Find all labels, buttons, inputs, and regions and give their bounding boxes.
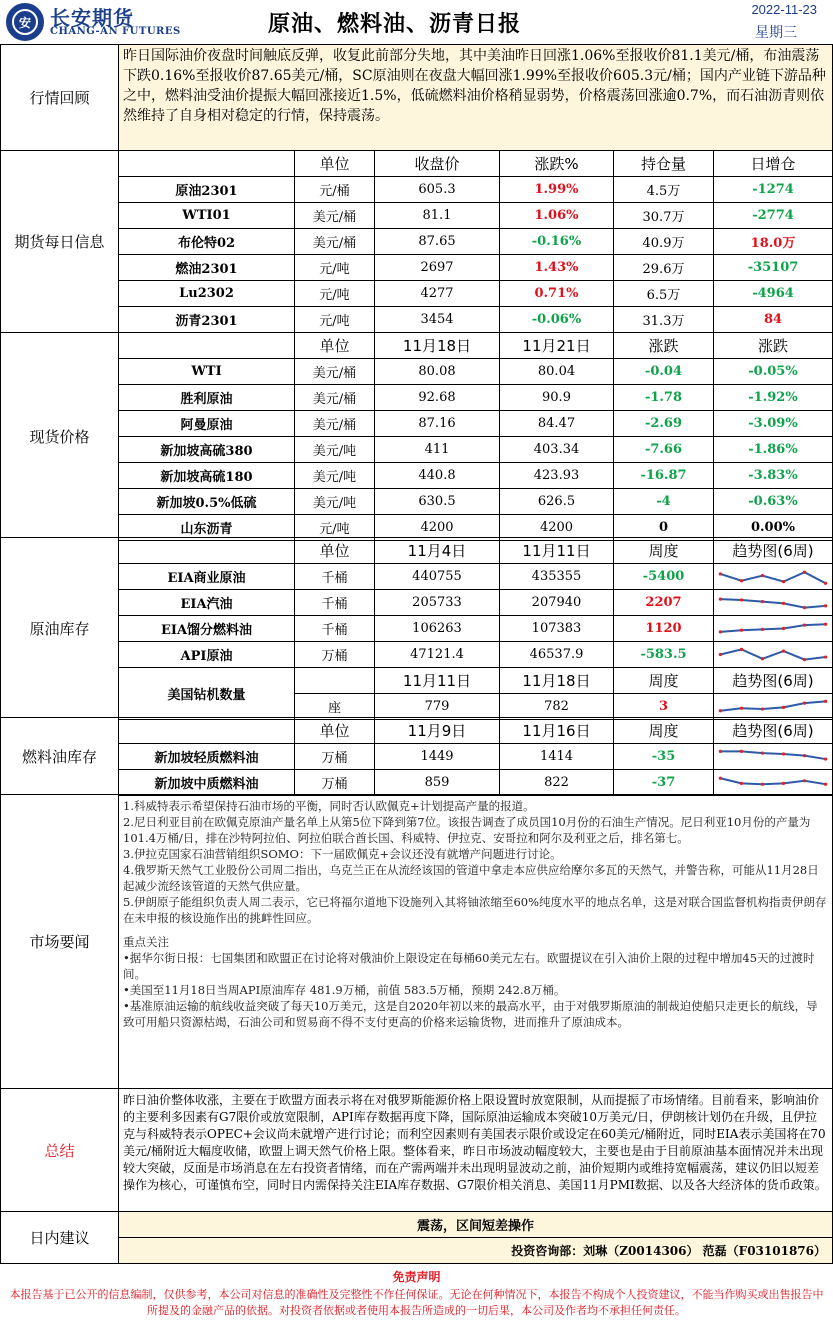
review-table <box>0 44 833 151</box>
change-pct: -0.06% <box>500 307 614 333</box>
brand-name: 长安期货 <box>50 6 134 30</box>
news-item: 3.伊拉克国家石油营销组织SOMO：下一届欧佩克+会议还没有就增产问题进行讨论。 <box>123 847 562 861</box>
price-curr: 403.34 <box>500 437 614 463</box>
futures-row <box>1 255 833 281</box>
sparkline-point <box>824 783 827 786</box>
crude-header: 单位 <box>295 538 375 564</box>
sparkline-line <box>720 751 825 759</box>
value-prev: 779 <box>375 694 500 720</box>
value-curr: 822 <box>500 770 614 796</box>
unit: 美元/桶 <box>295 385 375 411</box>
fuel-inv-label: 燃料油库存 <box>1 718 119 796</box>
inv-name: EIA汽油 <box>119 590 295 616</box>
advice-table <box>0 1211 833 1264</box>
sparkline-point <box>740 579 743 582</box>
sparkline-point <box>782 650 785 653</box>
company-logo <box>6 3 44 41</box>
sparkline-point <box>761 628 764 631</box>
sparkline-chart <box>714 616 832 641</box>
unit: 元/吨 <box>295 255 375 281</box>
crude-inv-row <box>1 616 833 642</box>
futures-row <box>1 229 833 255</box>
spot-row <box>1 411 833 437</box>
sparkline-point <box>782 627 785 630</box>
sparkline-point <box>719 598 722 601</box>
rig-header: 11月11日 <box>375 668 500 694</box>
value-prev: 205733 <box>375 590 500 616</box>
sparkline-point <box>761 707 764 710</box>
unit: 千桶 <box>295 564 375 590</box>
sparkline-point <box>740 750 743 753</box>
news-item: 4.俄罗斯天然气工业股份公司周二指出，乌克兰正在从流经该国的管道中拿走本应供应给摩尔多瓦的天然气，并警告称，可能从11月28日起减少流经该管道的天然气供应量。 <box>123 863 819 893</box>
spot-name: 新加坡高硫180 <box>119 463 295 489</box>
unit: 美元/桶 <box>295 411 375 437</box>
sparkline-point <box>803 754 806 757</box>
sparkline-point <box>782 782 785 785</box>
change-pct: -3.83% <box>714 463 833 489</box>
fuel-header: 周度 <box>614 718 714 744</box>
sparkline-point <box>719 653 722 656</box>
price-curr: 626.5 <box>500 489 614 515</box>
spot-header-blank <box>119 333 295 359</box>
fuel-header: 11月9日 <box>375 718 500 744</box>
spot-price-table <box>0 332 833 541</box>
sparkline-chart <box>714 694 832 719</box>
sparkline-line <box>720 778 825 784</box>
futures-header-blank <box>119 151 295 177</box>
news-item: 1.科威特表示希望保持石油市场的平衡，同时否认欧佩克+计划提高产量的报道。 <box>123 799 535 813</box>
summary-text: 昨日油价整体收涨，主要在于欧盟方面表示将在对俄罗斯能源价格上限设置时放宽限制，从而提振了市场情绪。目前看来，影响油价的主要利多因素有G7限价或放宽限制，API库存数据再度下降，国际原油运输成本突破10万美元/日，伊朗核计划仍在升级，且伊拉克与科威特表示OPEC+会议尚未就增产进行讨论；而利空因素则有美国表示限价或设定在60美元/桶附近，同时EIA表示美国将在70美元/桶附近大幅度收储，欧盟上调天然气价格上限。整体看来，昨日市场波动幅度较大，主要也是由于目前原油基本面情况并未出现较大突破，反面是市场消息在左右投资者情绪，而在产需两端并未出现明显波动之前，油价短期内或维持宽幅震荡，建议仍旧以短差操作为核心，可谨慎布空，同时日内需保持关注EIA库存数据、G7限价相关消息、美国11月PMI数据、以及各大经济体的货币政策。 <box>119 1089 833 1212</box>
change-abs: -2.69 <box>614 411 714 437</box>
summary-table <box>0 1088 833 1212</box>
trend-sparkline <box>714 590 833 616</box>
crude-header: 趋势图(6周) <box>714 538 833 564</box>
sparkline-point <box>740 598 743 601</box>
sparkline-point <box>761 600 764 603</box>
contract-name: 布伦特02 <box>119 229 295 255</box>
trend-sparkline <box>714 770 833 796</box>
sparkline-point <box>803 702 806 705</box>
sparkline-point <box>803 624 806 627</box>
unit: 美元/桶 <box>295 229 375 255</box>
value-prev: 440755 <box>375 564 500 590</box>
logo-glyph-icon: 安 <box>12 9 38 35</box>
sparkline-chart <box>714 770 832 795</box>
sparkline-point <box>761 752 764 755</box>
change-pct: -0.05% <box>714 359 833 385</box>
unit: 美元/吨 <box>295 463 375 489</box>
contract-name: Lu2302 <box>119 281 295 307</box>
news-label: 市场要闻 <box>1 795 119 1089</box>
open-interest: 6.5万 <box>614 281 714 307</box>
report-header <box>0 0 833 45</box>
futures-header: 单位 <box>295 151 375 177</box>
unit: 万桶 <box>295 770 375 796</box>
price-prev: 80.08 <box>375 359 500 385</box>
sparkline-line <box>720 701 825 710</box>
sparkline-point <box>740 629 743 632</box>
futures-header: 涨跌% <box>500 151 614 177</box>
report-weekday: 星期三 <box>755 25 797 41</box>
crude-inventory-table <box>0 537 833 720</box>
price-prev: 411 <box>375 437 500 463</box>
fuel-inventory-table <box>0 717 833 796</box>
summary-label: 总结 <box>1 1089 119 1212</box>
change-pct: -1.92% <box>714 385 833 411</box>
contract-name: WTI01 <box>119 203 295 229</box>
inv-name: 新加坡轻质燃料油 <box>119 744 295 770</box>
change-pct: -0.16% <box>500 229 614 255</box>
spot-header: 单位 <box>295 333 375 359</box>
change-abs: -0.04 <box>614 359 714 385</box>
rig-header: 11月18日 <box>500 668 614 694</box>
sparkline-point <box>824 604 827 607</box>
advice-label: 日内建议 <box>1 1212 119 1264</box>
unit: 元/吨 <box>295 281 375 307</box>
crude-header: 周度 <box>614 538 714 564</box>
value-curr: 207940 <box>500 590 614 616</box>
daily-oi-change: 84 <box>714 307 833 333</box>
unit: 千桶 <box>295 590 375 616</box>
spot-name: 新加坡0.5%低硫 <box>119 489 295 515</box>
change-pct: -3.09% <box>714 411 833 437</box>
report-date: 2022-11-23 <box>751 2 817 17</box>
sparkline-line <box>720 572 825 583</box>
sparkline-point <box>803 658 806 661</box>
daily-oi-change: 18.0万 <box>714 229 833 255</box>
sparkline-point <box>719 777 722 780</box>
value-curr: 46537.9 <box>500 642 614 668</box>
change-abs: -4 <box>614 489 714 515</box>
change-pct: -0.63% <box>714 489 833 515</box>
futures-label: 期货每日信息 <box>1 151 119 333</box>
sparkline-point <box>719 630 722 633</box>
sparkline-point <box>740 782 743 785</box>
unit: 座 <box>295 694 375 720</box>
rig-header-blank <box>295 668 375 694</box>
sparkline-line <box>720 624 825 632</box>
price-curr: 4200 <box>500 515 614 541</box>
value-prev: 1449 <box>375 744 500 770</box>
change-pct: 1.06% <box>500 203 614 229</box>
weekly-change: -35 <box>614 744 714 770</box>
spot-header: 涨跌 <box>614 333 714 359</box>
price-prev: 4200 <box>375 515 500 541</box>
sparkline-point <box>740 707 743 710</box>
weekly-change: -583.5 <box>614 642 714 668</box>
sparkline-point <box>824 700 827 703</box>
advice-line: 震荡，区间短差操作 <box>119 1212 833 1238</box>
price-curr: 84.47 <box>500 411 614 437</box>
price-prev: 92.68 <box>375 385 500 411</box>
change-pct: -1.86% <box>714 437 833 463</box>
sparkline-point <box>782 602 785 605</box>
sparkline-point <box>803 779 806 782</box>
price-curr: 80.04 <box>500 359 614 385</box>
weekly-change: -37 <box>614 770 714 796</box>
review-label: 行情回顾 <box>1 45 119 151</box>
rig-header: 趋势图(6周) <box>714 668 833 694</box>
sparkline-point <box>803 606 806 609</box>
sparkline-point <box>782 752 785 755</box>
sparkline-chart <box>714 744 832 769</box>
contract-name: 燃油2301 <box>119 255 295 281</box>
futures-table <box>0 150 833 333</box>
unit: 万桶 <box>295 744 375 770</box>
review-text: 昨日国际油价夜盘时间触底反弹，收复此前部分失地，其中美油昨日回涨1.06%至报收价81.1美元/桶，布油震荡下跌0.16%至报收价87.65美元/桶，SC原油则在夜盘大幅回涨1.99%至报收价605.3元/桶；国内产业链下游品种之中，燃料油受油价提振大幅回涨接近1.5%，低硫燃料油价格稍显弱势，价格震荡回涨逾0.7%，而石油沥青则依然维持了自身相对稳定的行情，保持震荡。 <box>119 45 833 151</box>
change-abs: -7.66 <box>614 437 714 463</box>
price-prev: 630.5 <box>375 489 500 515</box>
sparkline-point <box>782 706 785 709</box>
sparkline-point <box>824 623 827 626</box>
close-price: 3454 <box>375 307 500 333</box>
spot-name: 阿曼原油 <box>119 411 295 437</box>
value-curr: 782 <box>500 694 614 720</box>
sparkline-point <box>761 657 764 660</box>
fuel-header: 趋势图(6周) <box>714 718 833 744</box>
news-item: 2.尼日利亚目前在欧佩克原油产量名单上从第5位下降到第7位。该报告调查了成员国10月份的石油生产情况。尼日利亚10月份的产量为101.4万桶/日，排在沙特阿拉伯、阿拉伯联合酋长国、科威特、伊拉克、安哥拉和阿尔及利亚之后，排名第七。 <box>123 815 811 845</box>
sparkline-chart <box>714 590 832 615</box>
unit: 元/桶 <box>295 177 375 203</box>
inv-name: EIA商业原油 <box>119 564 295 590</box>
focus-item: •美国至11月18日当周API原油库存 481.9万桶，前值 583.5万桶，预期 242.8万桶。 <box>123 983 566 997</box>
news-item: 5.伊朗原子能组织负责人周二表示，它已将福尔道地下设施列入其将铀浓缩至60%纯度水平的地点名单，这是对联合国监督机构指责伊朗存在未申报的核设施作出的挑衅性回应。 <box>123 895 827 925</box>
trend-sparkline <box>714 616 833 642</box>
brand-name-en: CHANG-AN FUTURES <box>50 26 181 37</box>
fuel-header: 11月16日 <box>500 718 614 744</box>
price-prev: 87.16 <box>375 411 500 437</box>
value-prev: 106263 <box>375 616 500 642</box>
disclaimer-title: 免责声明 <box>392 1270 441 1284</box>
sparkline-point <box>719 572 722 575</box>
change-pct: 1.99% <box>500 177 614 203</box>
crude-header: 11月11日 <box>500 538 614 564</box>
value-prev: 47121.4 <box>375 642 500 668</box>
unit: 美元/吨 <box>295 437 375 463</box>
fuel-header: 单位 <box>295 718 375 744</box>
weekly-change: -5400 <box>614 564 714 590</box>
value-curr: 107383 <box>500 616 614 642</box>
unit: 美元/桶 <box>295 359 375 385</box>
spot-header: 11月18日 <box>375 333 500 359</box>
rig-header: 周度 <box>614 668 714 694</box>
close-price: 2697 <box>375 255 500 281</box>
spot-row <box>1 385 833 411</box>
open-interest: 31.3万 <box>614 307 714 333</box>
crude-inv-row <box>1 642 833 668</box>
open-interest: 29.6万 <box>614 255 714 281</box>
change-pct: 1.43% <box>500 255 614 281</box>
spot-name: 新加坡高硫380 <box>119 437 295 463</box>
sparkline-point <box>782 580 785 583</box>
daily-oi-change: -4964 <box>714 281 833 307</box>
unit: 美元/桶 <box>295 203 375 229</box>
rig-name: 美国钻机数量 <box>119 668 295 720</box>
news-table <box>0 794 833 1089</box>
weekly-change: 2207 <box>614 590 714 616</box>
change-pct: 0.71% <box>500 281 614 307</box>
focus-title: 重点关注 <box>123 935 169 949</box>
focus-item: •据华尔街日报：七国集团和欧盟正在讨论将对俄油价上限设定在每桶60美元左右。欧盟提议在引入油价上限的过程中增加45天的过渡时间。 <box>123 951 815 981</box>
futures-header: 持仓量 <box>614 151 714 177</box>
weekly-change: 3 <box>614 694 714 720</box>
crude-header-blank <box>119 538 295 564</box>
trend-sparkline <box>714 564 833 590</box>
inv-name: 新加坡中质燃料油 <box>119 770 295 796</box>
futures-row <box>1 307 833 333</box>
spot-name: WTI <box>119 359 295 385</box>
open-interest: 4.5万 <box>614 177 714 203</box>
daily-oi-change: -35107 <box>714 255 833 281</box>
value-curr: 1414 <box>500 744 614 770</box>
spot-row <box>1 359 833 385</box>
futures-row <box>1 203 833 229</box>
unit: 万桶 <box>295 642 375 668</box>
focus-item: •基准原油运输的航线收益突破了每天10万美元，这是自2020年初以来的最高水平，由于对俄罗斯原油的制裁迫使船只走更长的航线，导致可用船只资源枯竭，石油公司和贸易商不得不支付更高的价格来运输货物，进而推升了原油成本。 <box>123 999 818 1029</box>
crude-inv-row <box>1 564 833 590</box>
open-interest: 40.9万 <box>614 229 714 255</box>
price-curr: 423.93 <box>500 463 614 489</box>
crude-inv-label: 原油库存 <box>1 538 119 720</box>
contract-name: 沥青2301 <box>119 307 295 333</box>
trend-sparkline <box>714 744 833 770</box>
futures-header: 日增仓 <box>714 151 833 177</box>
sparkline-point <box>740 648 743 651</box>
inv-name: EIA馏分燃料油 <box>119 616 295 642</box>
contract-name: 原油2301 <box>119 177 295 203</box>
close-price: 87.65 <box>375 229 500 255</box>
change-pct: 0.00% <box>714 515 833 541</box>
futures-header: 收盘价 <box>375 151 500 177</box>
spot-row <box>1 437 833 463</box>
sparkline-point <box>761 574 764 577</box>
spot-header: 涨跌 <box>714 333 833 359</box>
spot-name: 胜利原油 <box>119 385 295 411</box>
unit: 元/吨 <box>295 307 375 333</box>
price-prev: 440.8 <box>375 463 500 489</box>
sparkline-point <box>824 582 827 585</box>
close-price: 4277 <box>375 281 500 307</box>
price-curr: 90.9 <box>500 385 614 411</box>
report-title: 原油、燃料油、沥青日报 <box>268 12 522 37</box>
sparkline-point <box>824 757 827 760</box>
inv-name: API原油 <box>119 642 295 668</box>
sparkline-point <box>719 709 722 712</box>
spot-header: 11月21日 <box>500 333 614 359</box>
close-price: 81.1 <box>375 203 500 229</box>
sparkline-chart <box>714 564 832 589</box>
change-abs: 0 <box>614 515 714 541</box>
fuel-inv-row <box>1 770 833 796</box>
spot-row <box>1 489 833 515</box>
sparkline-chart <box>714 642 832 667</box>
futures-row <box>1 281 833 307</box>
advisor-credits: 投资咨询部：刘琳（Z0014306） 范磊（F03101876） <box>119 1238 833 1264</box>
spot-label: 现货价格 <box>1 333 119 541</box>
trend-sparkline <box>714 694 833 720</box>
spot-name: 山东沥青 <box>119 515 295 541</box>
unit: 美元/吨 <box>295 489 375 515</box>
change-abs: -16.87 <box>614 463 714 489</box>
value-prev: 859 <box>375 770 500 796</box>
sparkline-line <box>720 649 825 659</box>
daily-oi-change: -1274 <box>714 177 833 203</box>
open-interest: 30.7万 <box>614 203 714 229</box>
unit: 千桶 <box>295 616 375 642</box>
sparkline-point <box>803 571 806 574</box>
sparkline-point <box>719 750 722 753</box>
close-price: 605.3 <box>375 177 500 203</box>
disclaimer-text: 本报告基于已公开的信息编制，仅供参考，本公司对信息的准确性及完整性不作任何保证。无论在何种情况下，本报告不构成个人投资建议，不能当作购买或出售报告中所提及的金融产品的依据。对投资者依据或者使用本报告所造成的一切后果，本公司及作者均不承担任何责任。 <box>9 1288 824 1317</box>
trend-sparkline <box>714 642 833 668</box>
weekly-change: 1120 <box>614 616 714 642</box>
change-abs: -1.78 <box>614 385 714 411</box>
fuel-inv-row <box>1 744 833 770</box>
spot-row <box>1 463 833 489</box>
news-content <box>119 795 833 1089</box>
sparkline-point <box>761 783 764 786</box>
crude-header: 11月4日 <box>375 538 500 564</box>
disclaimer <box>0 1262 833 1319</box>
sparkline-line <box>720 599 825 608</box>
fuel-header-blank <box>119 718 295 744</box>
value-curr: 435355 <box>500 564 614 590</box>
sparkline-point <box>824 655 827 658</box>
futures-row <box>1 177 833 203</box>
unit: 元/吨 <box>295 515 375 541</box>
daily-oi-change: -2774 <box>714 203 833 229</box>
crude-inv-row <box>1 590 833 616</box>
